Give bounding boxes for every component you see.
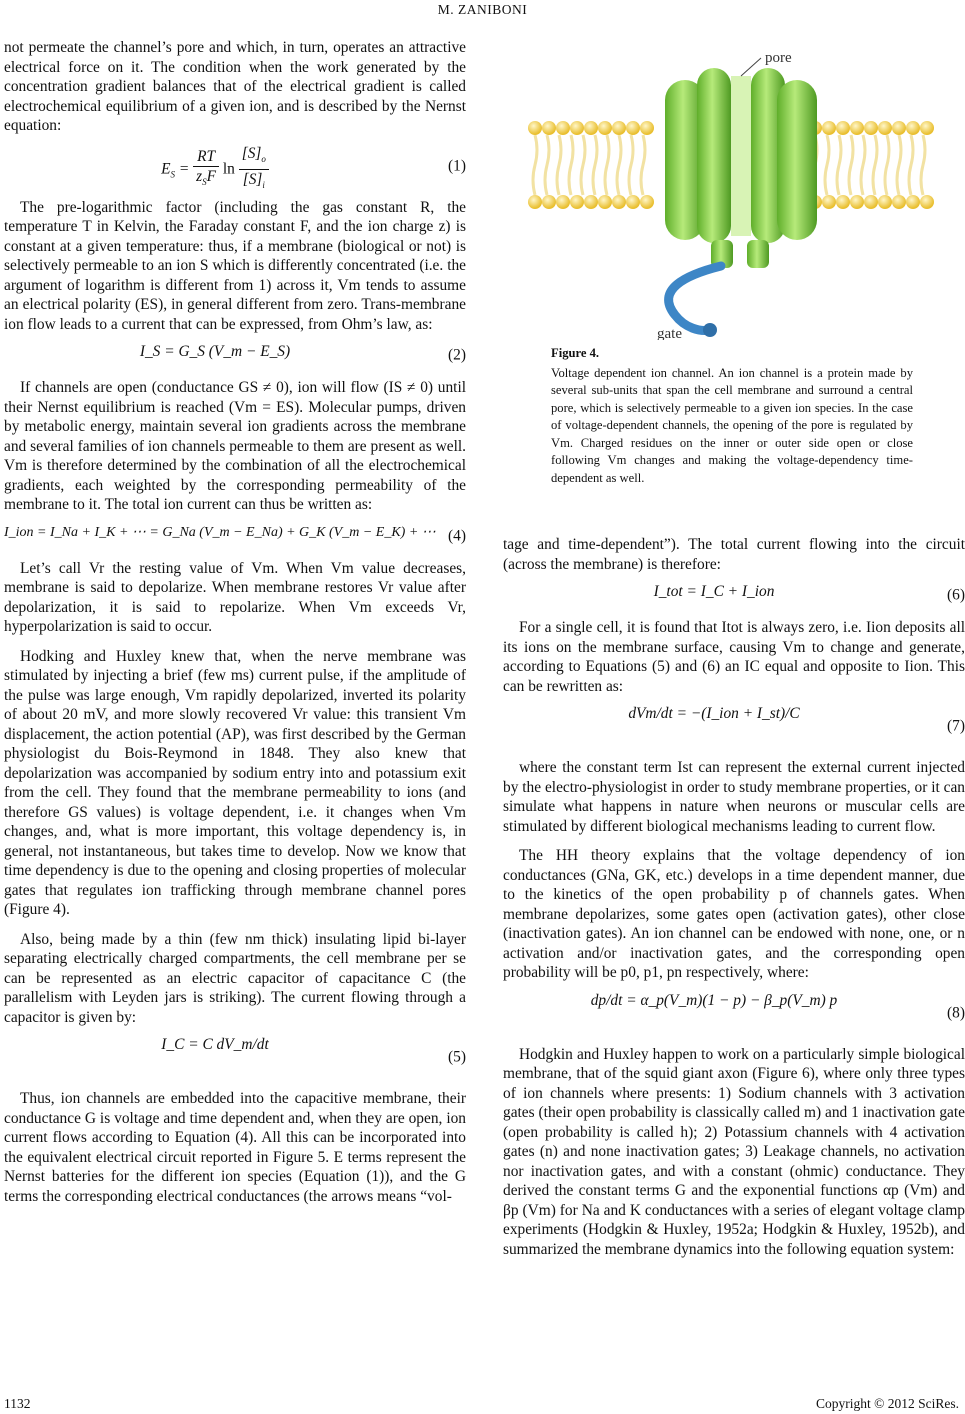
gate-ball: [703, 323, 717, 337]
pore-label: pore: [765, 50, 792, 66]
paragraph: If channels are open (conductance GS ≠ 0), ion will flow (IS ≠ 0) until their Nernst equilibrium is reached (Vm = ES). Molecular pumps, driven by metabolic energy, maintain several ion gradients across the membrane and several families of ion channels permeable to them are present as well. Vm is therefore determined by the combination of all the electrochemical gradients, each weighted by the corresponding permeability of the membrane to it. The total ion current can thus be written as:: [4, 379, 466, 513]
left-column: [4, 38, 466, 1206]
paragraph: The HH theory explains that the voltage dependency of ion conductances (GNa, GK, etc.) develops in a time dependent manner, due to the kinetics of the open probability p of channels gates. When membrane depolarizes, some gates open (activation gates), other close (inactivation gates). An ion channel can be endowed with none, one, or n activation and/or inactivation gates, and the corresponding open probability will be p0, p1, pn respectively, where:: [503, 847, 965, 981]
paragraph: For a single cell, it is found that Itot is always zero, i.e. Iion deposits all its ions on the membrane surface, causing Vm to change and generate, according to Equations (5) and (6) an IC equal and opposite to Iion. This can be rewritten as:: [503, 619, 965, 695]
equation-1: $E_S$ = $\frac{RT}{z_SF}$ ln $\frac{[S]_o}{[S]_i}$ (1): [161, 144, 466, 191]
paragraph: Let’s call Vr the resting value of Vm. When Vm value decreases, membrane is said to depolarize. When membrane restores Vr value after depolarization, it is said to repolarize. When Vm exceeds Vr, hyperpolarization is said to occur.: [4, 559, 466, 635]
paragraph: Also, being made by a thin (few nm thick) insulating lipid bi-layer separating electrically charged compartments, the cell membrane per se can be represented as an electric capacitor of capacitance C (the parallelism with Leyden jars is striking). The current flowing through a capacitor is given by:: [4, 930, 466, 1026]
equation-8: dp/dt = α_p(V_m)(1 − p) − β_p(V_m) p (8): [590, 991, 965, 1021]
gate-tether: [669, 266, 721, 330]
paragraph: Thus, ion channels are embedded into the capacitive membrane, their conductance G is voltage and time dependent and, when they are open, ion current flows according to Equation (4). All this can be incorporated into the equivalent electrical circuit reported in Figure 5. E terms represent the Nernst batteries for the different ion species (Equation (1)), and the G terms the corresponding electrical conductances (the arrows means “vol-: [4, 1090, 466, 1205]
paragraph: where the constant term Ist can represent the external current injected by the electro-physiologist in order to study membrane properties, or it can simulate what happens in nature when neurons or muscular cells are stimulated by different biological mechanisms leading to current flow.: [503, 759, 965, 835]
right-column: [503, 535, 965, 1259]
equation-7: dVm/dt = −(I_ion + I_st)/C (7): [628, 705, 965, 735]
equation-number: (2): [448, 346, 466, 364]
ion-channel-drawing: [525, 40, 945, 340]
gate-label: gate: [657, 326, 682, 340]
figure-4-caption: [551, 345, 913, 487]
paragraph: tage and time-dependent”). The total current flowing into the circuit (across the membrane) is therefore:: [503, 536, 965, 573]
equation-4: I_ion = I_Na + I_K + ⋯ = G_Na (V_m − E_Na) + G_K (V_m − E_K) + ⋯ (4): [4, 524, 466, 544]
equation-2: I_S = G_S (V_m − E_S) (2): [139, 343, 466, 364]
figure-caption-text: Voltage dependent ion channel. An ion channel is a protein made by several sub-units that span the cell membrane and surround a central pore, which is selectively permeable to a given ion species. In the case of voltage-dependent channels, the opening of the pore is regulated by Vm. Charged residues on the inner or outer side open or close following Vm changes and making the voltage-dependency time-dependent as well.: [551, 365, 913, 485]
running-head: M. ZANIBONI: [437, 2, 528, 17]
figure-caption-title: Figure 4.: [551, 346, 600, 360]
equation-number: (6): [947, 586, 965, 604]
pore-channel: [731, 76, 751, 236]
paragraph: Hodking and Huxley knew that, when the nerve membrane was stimulated by injecting a brief (few ms) current pulse, if the amplitude of the pulse was large enough, Vm rapidly depolarized, inverted its polarity of about 20 mV, and more slowly recovered Vr value: this transient Vm displacement, the action potential (AP), was first described by the German physiologist du Bois-Reymond in 1848. They also knew that depolarization was accompanied by sodium entry into and potassium exit from the cell. They found that the membrane permeability to ions (and therefore GS values) is voltage dependent, i.e. it changes when Vm changes, and, what is more important, this voltage dependency is, in general, not instantaneous, but takes time to develop. Now we know that time dependency is due to the opening and closing properties of molecular gates that regulates ion trafficking through membrane channel pores (Figure 4).: [4, 647, 466, 918]
page-number: 1132: [4, 1396, 31, 1411]
equation-number: (4): [448, 526, 466, 544]
equation-number: (5): [448, 1048, 466, 1066]
paragraph: Hodgkin and Huxley happen to work on a particularly simple biological membrane, that of the squid giant axon (Figure 6), where only three types of ion channels where presents: 1) Sodium channels with 3 activation gates (their open probability is classically called m) and 1 inactivation gate (open probability is called h); 2) Potassium channels with 4 activation gates (n) and none inactivation gates; 3) Leakage channels, no activation nor inactivation gates, and with a constant (ohmic) conductance. They derived the constant terms G and the exponential functions αp (Vm) and βp (Vm) for Na and K conductances with a series of elegant voltage clamp experiments (Hodgkin & Huxley, 1952a; Hodgkin & Huxley, 1952b), and summarized the membrane dynamics into the following equation system:: [503, 1045, 965, 1258]
equation-5: I_C = C dV_m/dt (5): [161, 1036, 466, 1066]
equation-6: I_tot = I_C + I_ion (6): [653, 583, 965, 604]
equation-number: (7): [947, 717, 965, 735]
paragraph: not permeate the channel’s pore and which, in turn, operates an attractive electrical force on it. The condition when the work generated by the concentration gradient balances that of the electrical gradient is called electrochemical equilibrium of a given ion, and is described by the Nernst equation:: [4, 39, 466, 134]
equation-number: (1): [448, 156, 466, 174]
copyright: Copyright © 2012 SciRes.: [815, 1396, 959, 1411]
paragraph: The pre-logarithmic factor (including the gas constant R, the temperature T in Kelvin, the Faraday constant F, and the ion charge z) is constant at a given temperature: thus, if a membrane (biological or not) is selectively permeable to an ion S which is differently concentrated (i.e. the argument of logarithm is different from 1) across it, Vm tends to assume an electrical polarity (ES), in general different from zero. Trans-membrane ion flow leads to a current that can be expressed, from Ohm’s law, as:: [4, 198, 466, 333]
equation-number: (8): [947, 1003, 965, 1021]
